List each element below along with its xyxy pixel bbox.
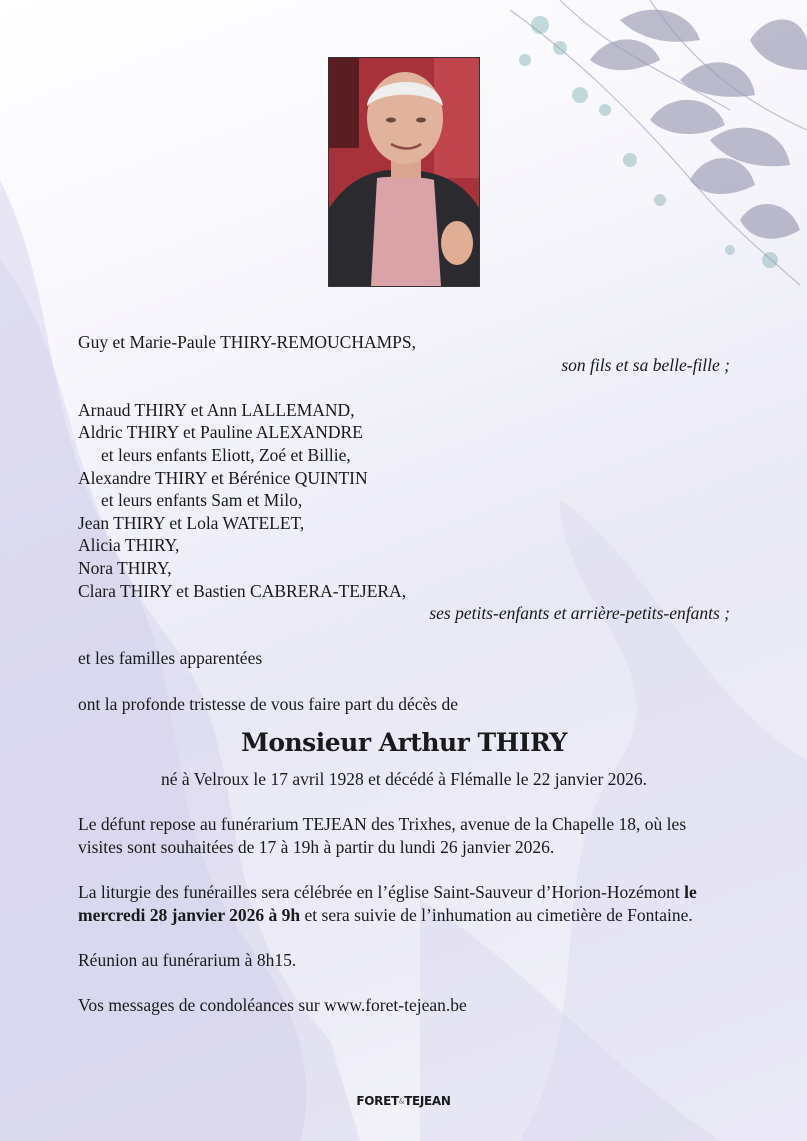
leaves-decoration <box>500 0 807 290</box>
children-relation: son fils et sa belle-fille ; <box>561 354 730 375</box>
liturgy-datetime: le mercredi 28 janvier 2026 à 9h <box>78 882 697 925</box>
related-families: et les familles apparentées <box>78 648 263 669</box>
portrait-photo <box>328 57 480 287</box>
logo-left: FORET <box>356 1094 399 1108</box>
grandchild-line: Alicia THIRY, <box>78 535 180 556</box>
grandchild-line: et leurs enfants Sam et Milo, <box>101 490 303 511</box>
liturgy-before: La liturgie des funérailles sera célébrée en l’église Saint-Sauveur d’Horion-Hozémont <box>78 882 685 903</box>
announcement: ont la profonde tristesse de vous faire part du décès de <box>78 693 459 714</box>
logo-amp: & <box>398 1097 405 1106</box>
liturgy-after: et sera suivie de l’inhumation au cimetière de Fontaine. <box>300 904 693 925</box>
logo-right: TEJEAN <box>404 1094 451 1108</box>
grandchild-line: et leurs enfants Eliott, Zoé et Billie, <box>101 444 351 465</box>
grandchild-line: Arnaud THIRY et Ann LALLEMAND, <box>78 399 355 420</box>
grandchild-line: Jean THIRY et Lola WATELET, <box>78 512 305 533</box>
rest-place: Le défunt repose au funérarium TEJEAN des Trixhes, avenue de la Chapelle 18, où les visites sont souhaitées de 17 à 19h à partir du lundi 26 janvier 2026. <box>78 814 687 857</box>
meeting-info: Réunion au funérarium à 8h15. <box>78 949 297 970</box>
grandchildren-relation: ses petits-enfants et arrière-petits-enfants ; <box>429 603 730 624</box>
birth-death-dates: né à Velroux le 17 avril 1928 et décédé à Flémalle le 22 janvier 2026. <box>160 769 648 790</box>
grandchildren-list <box>78 399 730 602</box>
liturgy-paragraph <box>78 881 730 926</box>
grandchild-line: Nora THIRY, <box>78 557 172 578</box>
children-names: Guy et Marie-Paule THIRY-REMOUCHAMPS, <box>78 332 417 352</box>
grandchild-line: Clara THIRY et Bastien CABRERA-TEJERA, <box>78 580 407 601</box>
deceased-name: Monsieur Arthur THIRY <box>241 728 567 758</box>
grandchild-line: Aldric THIRY et Pauline ALEXANDRE <box>78 422 363 443</box>
condolences-info: Vos messages de condoléances sur www.foret-tejean.be <box>78 995 467 1016</box>
grandchild-line: Alexandre THIRY et Bérénice QUINTIN <box>78 467 368 488</box>
obituary-text <box>78 331 730 1017</box>
funeral-home-logo <box>0 1094 807 1108</box>
